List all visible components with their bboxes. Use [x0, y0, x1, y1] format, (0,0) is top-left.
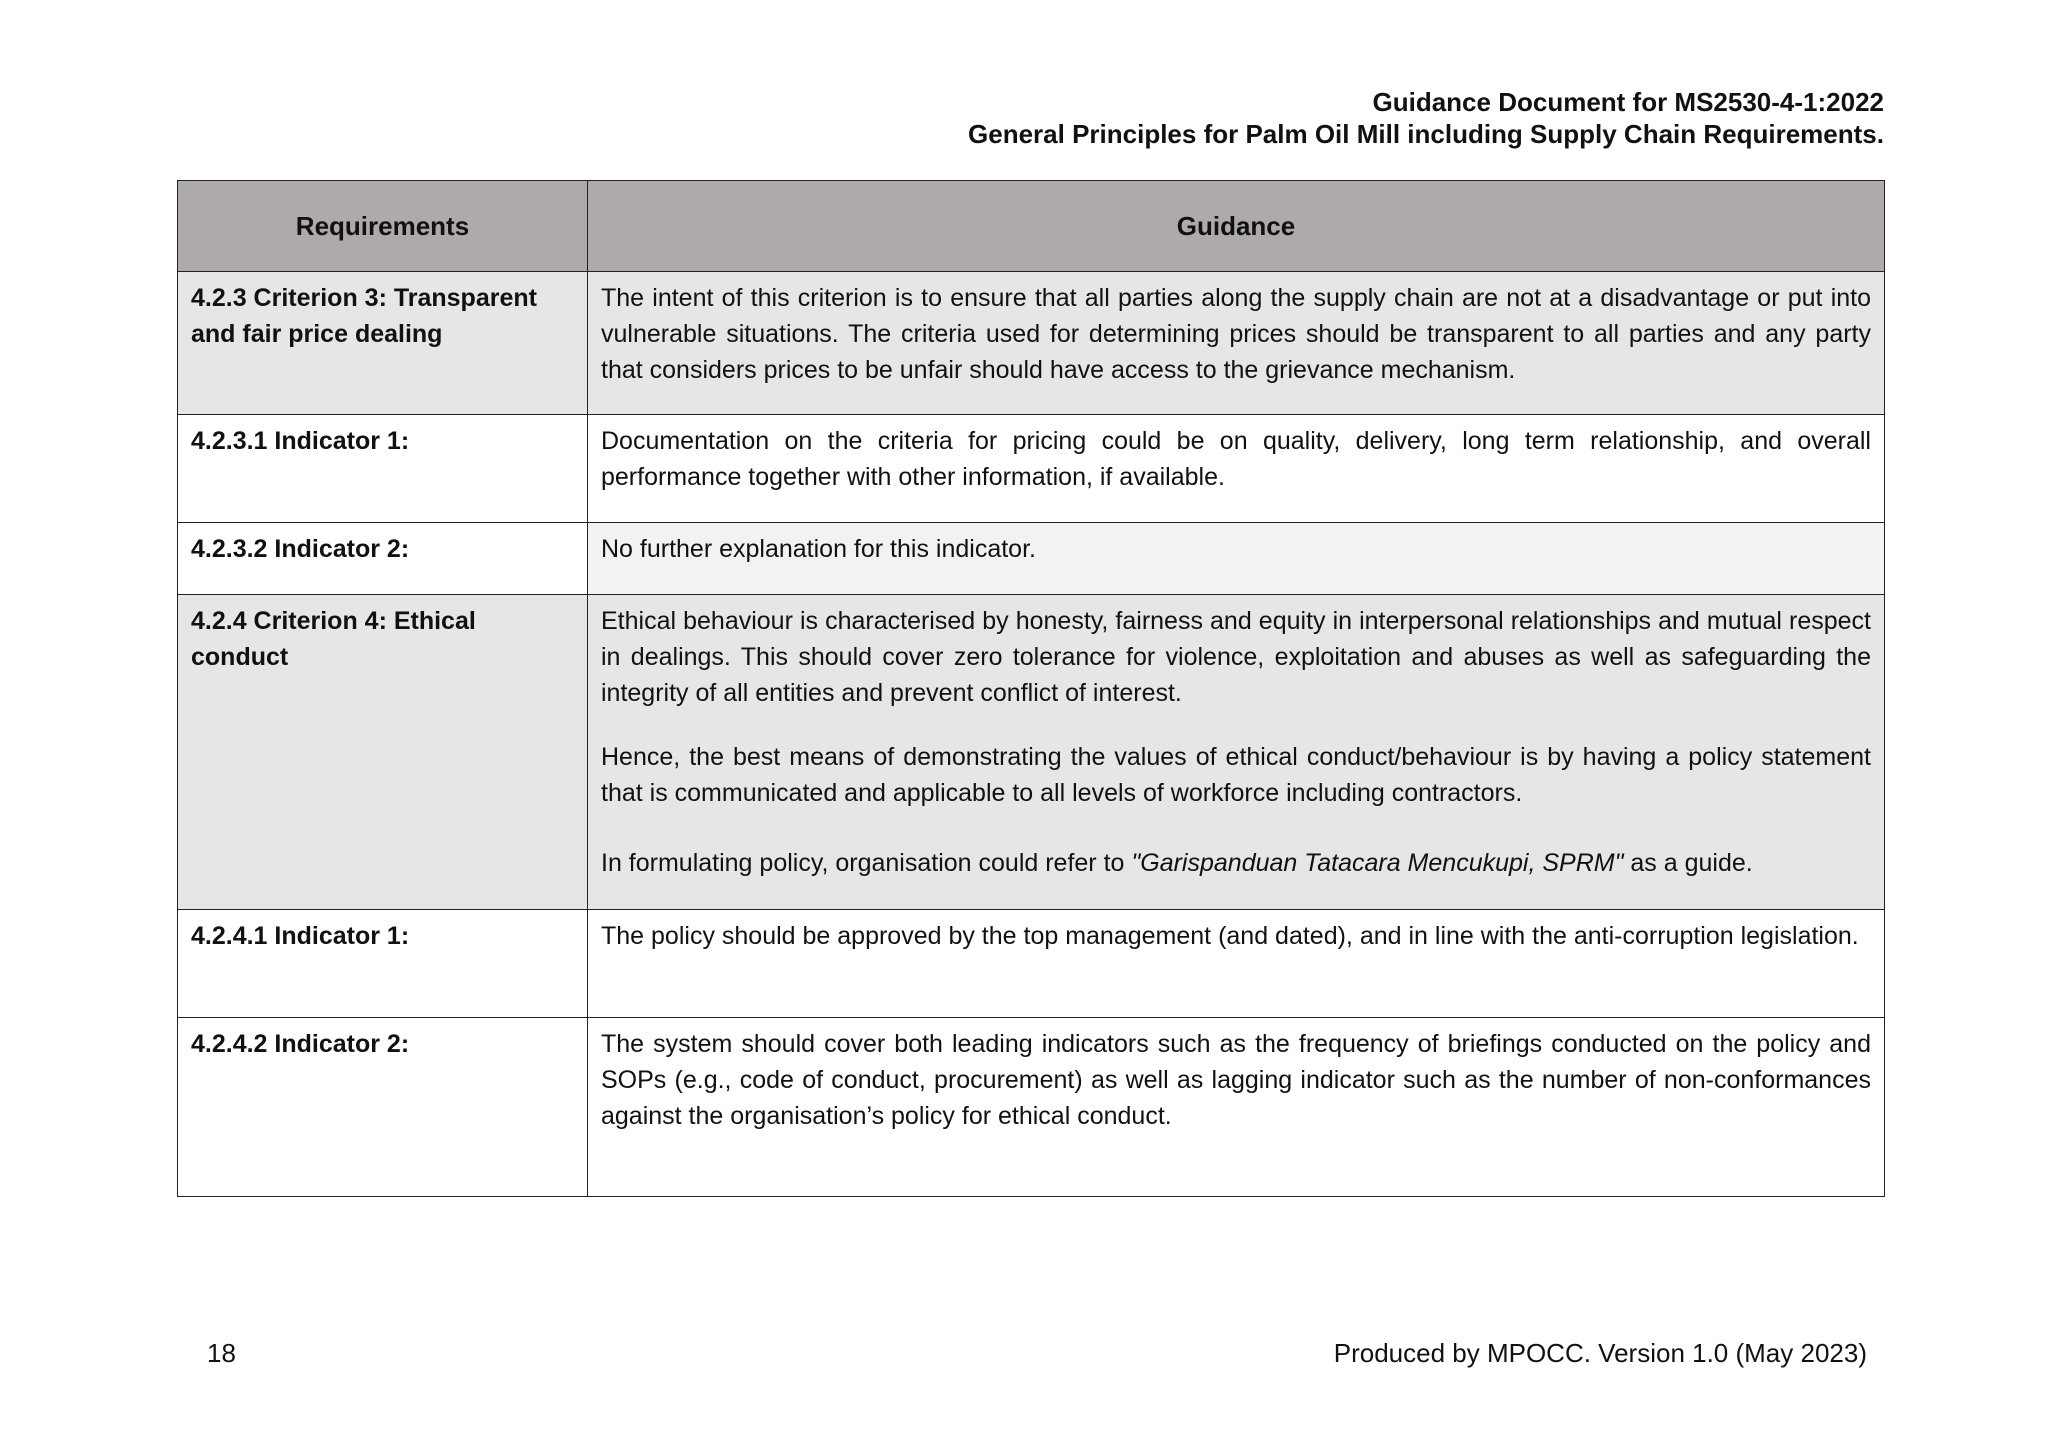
document-title: Guidance Document for MS2530-4-1:2022	[1372, 87, 1884, 117]
page-number: 18	[207, 1338, 236, 1368]
table-row	[178, 1018, 1885, 1197]
requirement-cell: 4.2.3 Criterion 3: Transparent and fair price dealing	[178, 272, 588, 415]
requirement-cell: 4.2.3.2 Indicator 2:	[178, 523, 588, 595]
table-row	[178, 595, 1885, 910]
guidance-paragraph: Documentation on the criteria for pricing could be on quality, delivery, long term relationship, and overall performance together with other information, if available.	[601, 427, 1871, 491]
column-header-requirements: Requirements	[178, 181, 588, 272]
guidance-paragraph: Ethical behaviour is characterised by honesty, fairness and equity in interpersonal relationships and mutual respect in dealings. This should cover zero tolerance for violence, exploitation and abuses as well as safeguarding the integrity of all entities and prevent conflict of interest.	[601, 607, 1871, 707]
guidance-cell	[588, 595, 1885, 910]
guidance-paragraph: The system should cover both leading indicators such as the frequency of briefings conducted on the policy and SOPs (e.g., code of conduct, procurement) as well as lagging indicator such as the number of non-conformances against the organisation’s policy for ethical conduct.	[601, 1030, 1871, 1130]
table-header-row	[178, 181, 1885, 272]
column-header-guidance: Guidance	[588, 181, 1885, 272]
guidance-cell	[588, 415, 1885, 523]
requirement-cell: 4.2.4.2 Indicator 2:	[178, 1018, 588, 1197]
guidance-cell	[588, 910, 1885, 1018]
table-row	[178, 523, 1885, 595]
footer-credit: Produced by MPOCC. Version 1.0 (May 2023)	[1333, 1338, 1867, 1368]
guidance-cell	[588, 272, 1885, 415]
guidance-paragraph: The intent of this criterion is to ensure that all parties along the supply chain are not at a disadvantage or put into vulnerable situations. The criteria used for determining prices should be transparent to all parties and any party that considers prices to be unfair should have access to the grievance mechanism.	[601, 284, 1871, 384]
guidance-cell	[588, 1018, 1885, 1197]
guidance-paragraph: No further explanation for this indicator.	[601, 535, 1036, 563]
requirement-cell: 4.2.4.1 Indicator 1:	[178, 910, 588, 1018]
guidance-text: In formulating policy, organisation could refer to	[601, 849, 1132, 877]
table-row	[178, 910, 1885, 1018]
guidance-paragraph: Hence, the best means of demonstrating the values of ethical conduct/behaviour is by having a policy statement that is communicated and applicable to all levels of workforce including contractors.	[601, 743, 1871, 807]
requirement-cell: 4.2.4 Criterion 4: Ethical conduct	[178, 595, 588, 910]
table-row	[178, 415, 1885, 523]
document-header	[968, 86, 1884, 150]
guidance-paragraph: The policy should be approved by the top management (and dated), and in line with the anti-corruption legislation.	[601, 922, 1859, 950]
guidance-table	[177, 180, 1885, 1197]
table-row	[178, 272, 1885, 415]
guidance-reference-paragraph	[601, 845, 1871, 881]
guidance-text: as a guide.	[1623, 849, 1753, 877]
reference-title: "Garispanduan Tatacara Mencukupi, SPRM"	[1131, 849, 1624, 877]
requirement-cell: 4.2.3.1 Indicator 1:	[178, 415, 588, 523]
document-subtitle: General Principles for Palm Oil Mill including Supply Chain Requirements.	[968, 119, 1884, 149]
guidance-cell	[588, 523, 1885, 595]
